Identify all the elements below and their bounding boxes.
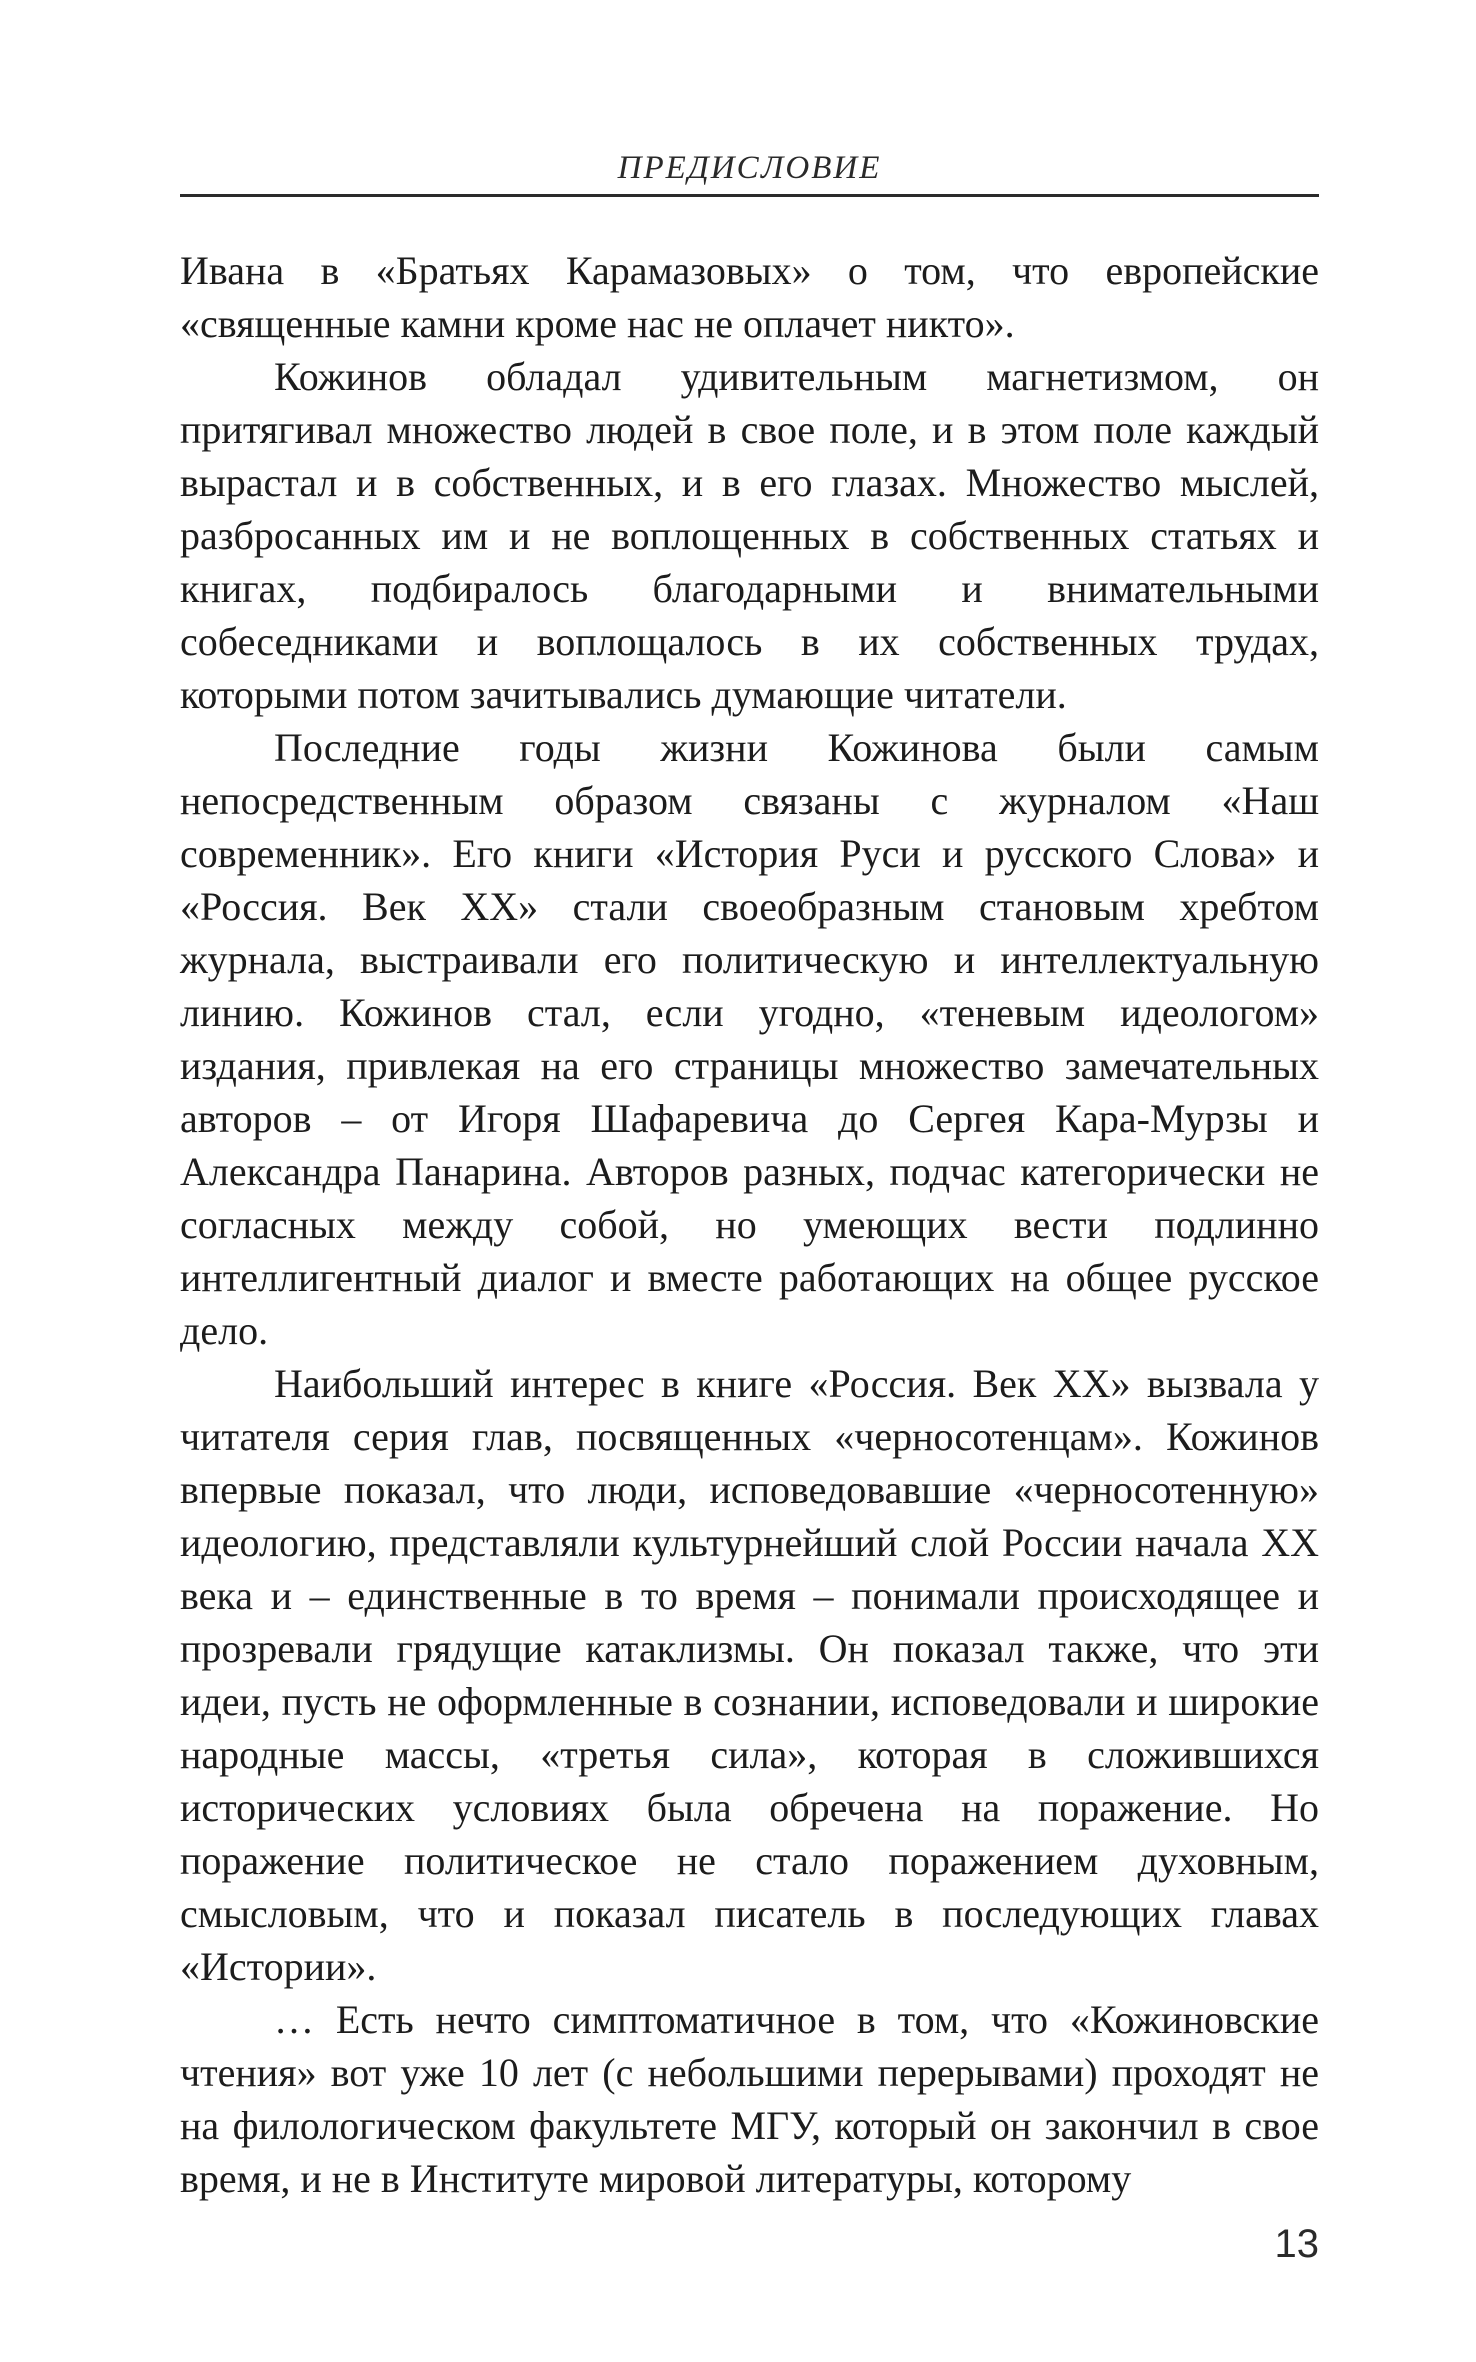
page-number: 13 (1274, 2222, 1319, 2266)
paragraph: Наибольший интерес в книге «Россия. Век XX» вызвала у читателя серия глав, посвященных «черносотенцам». Кожинов впервые показал, что люди, исповедовавшие «черносотенную» идеологию, представляли культурнейший слой России начала XX века и – единственные в то время – понимали происходящее и прозревали грядущие катаклизмы. Он показал также, что эти идеи, пусть не оформленные в сознании, исповедовали и широкие народные массы, «третья сила», которая в сложившихся исторических условиях была обречена на поражение. Но поражение политическое не стало поражением духовным, смысловым, что и показал писатель в последующих главах «Истории». (180, 1361, 1319, 1989)
paragraph: … Есть нечто симптоматичное в том, что «Кожиновские чтения» вот уже 10 лет (с небольшими перерывами) проходят не на филологическом факультете МГУ, который он закончил в свое время, и не в Институте мировой литературы, которому (180, 1997, 1319, 2201)
running-head-title: ПРЕДИСЛОВИЕ (617, 150, 882, 186)
body-text (180, 244, 1319, 2205)
paragraph: Кожинов обладал удивительным магнетизмом, он притягивал множество людей в свое поле, и в этом поле каждый вырастал и в собственных, и в его глазах. Множество мыслей, разбросанных им и не воплощенных в собственных статьях и книгах, подбиралось благодарными и внимательными собеседниками и воплощалось в их собственных трудах, которыми потом зачитывались думающие читатели. (180, 354, 1319, 717)
paragraph-continuation: Ивана в «Братьях Карамазовых» о том, что европейские «священные камни кроме нас не оплачет никто». (180, 248, 1319, 346)
header-rule-divider (180, 194, 1319, 197)
paragraph: Последние годы жизни Кожинова были самым непосредственным образом связаны с журналом «Наш современник». Его книги «История Руси и русского Слова» и «Россия. Век XX» стали своеобразным становым хребтом журнала, выстраивали его политическую и интеллектуальную линию. Кожинов стал, если угодно, «теневым идеологом» издания, привлекая на его страницы множество замечательных авторов – от Игоря Шафаревича до Сергея Кара-Мурзы и Александра Панарина. Авторов разных, подчас категорически не согласных между собой, но умеющих вести подлинно интеллигентный диалог и вместе работающих на общее русское дело. (180, 725, 1319, 1353)
